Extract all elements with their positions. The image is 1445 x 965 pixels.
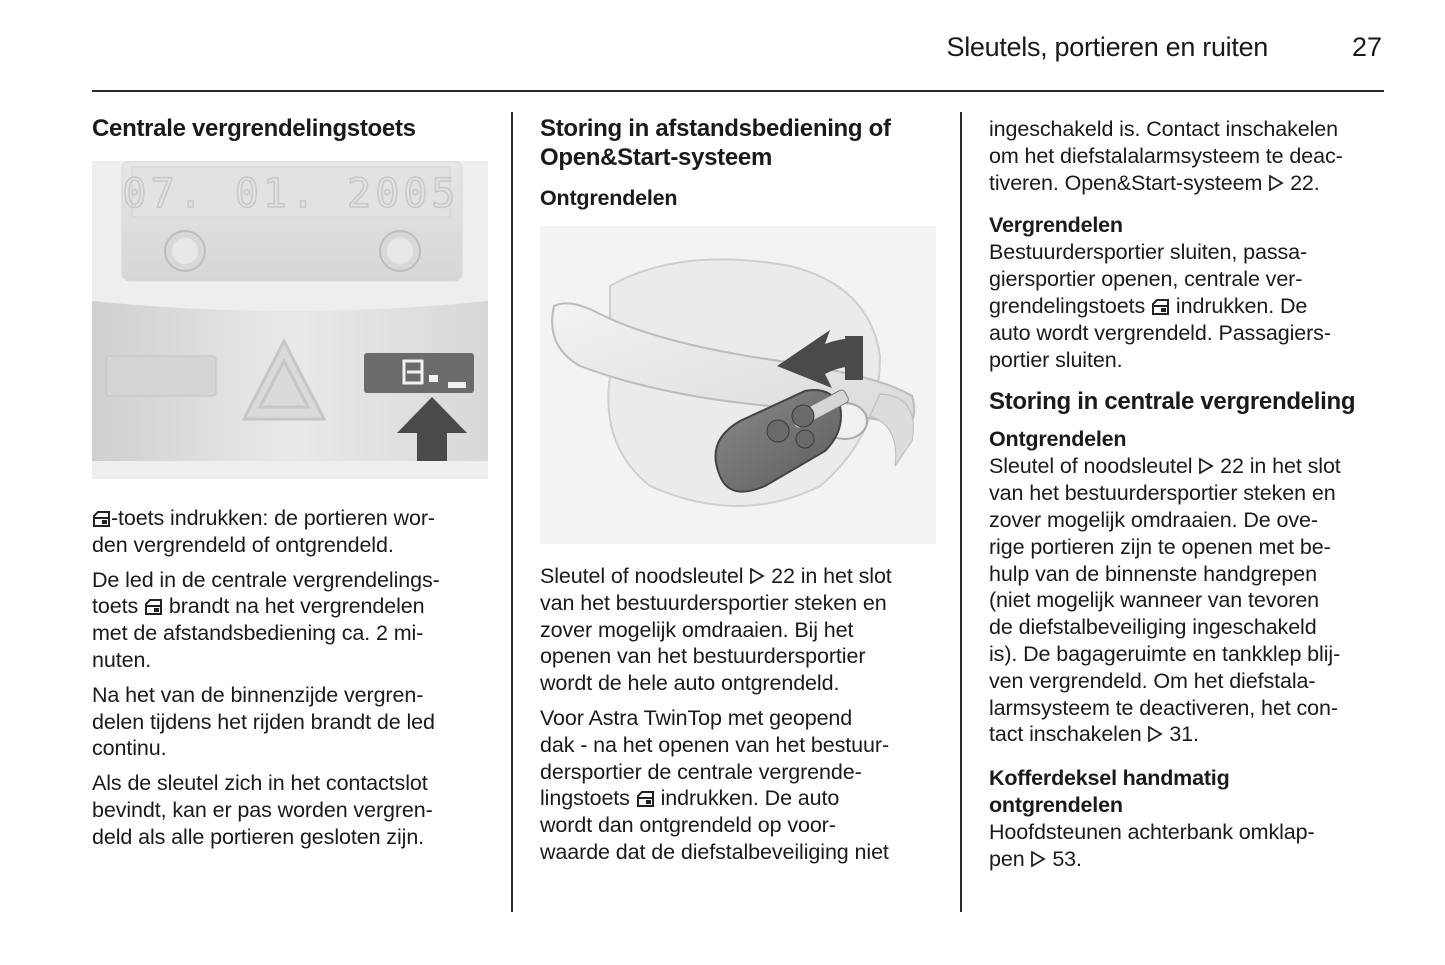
text-line: giersportier openen, centrale ver- [989,267,1303,292]
section-heading-central-lock-fault: Storing in centrale vergrendeling [989,388,1356,416]
heading-line: Storing in afstandsbediening of [540,115,891,142]
text-line: bevindt, kan er pas worden vergren- [92,797,433,822]
text-line: lingstoets [540,786,636,811]
reference-arrow-icon [1268,175,1284,191]
text-line: 22 in het slot [1214,454,1341,479]
column-3 [989,116,1389,873]
door-lock-icon [144,599,163,615]
door-lock-icon [1151,299,1170,315]
dashboard-illustration [92,161,488,479]
text-line: Hoofdsteunen achterbank omklap- [989,820,1315,845]
text-line: (niet mogelijk wanneer van tevoren [989,588,1320,613]
reference-arrow-icon [749,568,765,584]
text-line: ven vergrendeld. Om het diefstala- [989,668,1316,693]
text-line: portier sluiten. [989,347,1123,372]
column-divider-2 [960,112,962,912]
text-line: rige portieren zijn te openen met be- [989,534,1331,559]
text-line: openen van het bestuurdersportier [540,644,866,669]
text-line: Na het van de binnenzijde vergren- [92,682,424,707]
text-line: De led in de centrale vergrendelings- [92,567,440,592]
heading-line: Kofferdeksel handmatig [989,766,1230,791]
subheading-unlock: Ontgrendelen [540,186,678,210]
section-heading-central-lock: Centrale vergrendelingstoets [92,115,416,142]
text-line: Sleutel of noodsleutel [989,454,1199,479]
text-line: indrukken. De auto [654,786,840,811]
reference-arrow-icon [1198,458,1214,474]
p1-suffix: -toets indrukken: de portieren wor- [111,506,435,530]
text-line: Als de sleutel zich in het contactslot [92,771,428,796]
column-1 [92,114,492,851]
text-line: wordt de hele auto ontgrendeld. [540,671,840,696]
text-line: auto wordt vergrendeld. Passagiers- [989,320,1331,345]
text-line: 22. [1284,170,1320,195]
heading-line: ontgrendelen [989,793,1123,818]
text-line: waarde dat de diefstalbeveiliging niet [540,839,889,864]
text-line: om het diefstalalarmsysteem te deac- [989,143,1343,168]
subheading-unlock-2: Ontgrendelen [989,427,1127,452]
header-title: Sleutels, portieren en ruiten [946,32,1268,62]
text-line: Bestuurdersportier sluiten, passa- [989,240,1308,265]
column-2 [540,114,940,866]
text-line: de diefstalbeveiliging ingeschakeld [989,615,1317,640]
door-handle-key-illustration [540,226,936,544]
text-line: indrukken. De [1170,293,1308,318]
text-line: met de afstandsbediening ca. 2 mi- [92,621,424,646]
text-line: ingeschakeld is. Contact inschakelen [989,117,1338,141]
text-line: zover mogelijk omdraaien. De ove- [989,507,1318,532]
clock-display: 07. 01. 2005 [122,171,460,217]
heading-line: Open&Start-systeem [540,144,773,171]
page-number: 27 [1351,32,1382,62]
reference-arrow-icon [1147,726,1163,742]
text-line: dersportier de centrale vergrende- [540,759,862,784]
section-heading-remote-fault [540,114,940,172]
text-line: hulp van de binnenste handgrepen [989,561,1317,586]
text-line: 53. [1046,846,1082,871]
text-line: wordt dan ontgrendeld op voor- [540,813,836,838]
text-line: 22 in het slot [765,564,892,588]
text-line: grendelingstoets [989,293,1152,318]
column-divider-1 [511,112,513,912]
door-lock-icon [92,511,111,527]
header-divider [92,90,1384,92]
text-line: is). De bagageruimte en tankklep blij- [989,641,1341,666]
subheading-trunk-manual [989,765,1389,819]
text-line: nuten. [92,647,152,672]
text-line: Sleutel of noodsleutel [540,564,750,588]
text-line: 31. [1163,722,1199,747]
text-line: larmsysteem te deactiveren, het con- [989,695,1338,720]
text-line: pen [989,846,1031,871]
text-line: zover mogelijk omdraaien. Bij het [540,617,854,642]
page-header [92,28,1384,68]
text-line: dak - na het openen van het bestuur- [540,732,890,757]
subheading-lock: Vergrendelen [989,213,1123,238]
text-line: brandt na het vergrendelen [163,594,425,619]
text-line: deld als alle portieren gesloten zijn. [92,824,425,849]
text-line: delen tijdens het rijden brandt de led [92,709,435,734]
text-line: tiveren. Open&Start-systeem [989,170,1269,195]
reference-arrow-icon [1030,851,1046,867]
left-button [106,356,216,396]
text-line: van het bestuurdersportier steken en [989,481,1336,506]
text-line: Voor Astra TwinTop met geopend [540,705,853,730]
text-line: tact inschakelen [989,722,1148,747]
text-line: van het bestuurdersportier steken en [540,590,887,615]
text-line: toets [92,594,144,619]
door-lock-icon [636,791,655,807]
text-line: den vergrendeld of ontgrendeld. [92,532,394,557]
text-line: continu. [92,736,167,761]
